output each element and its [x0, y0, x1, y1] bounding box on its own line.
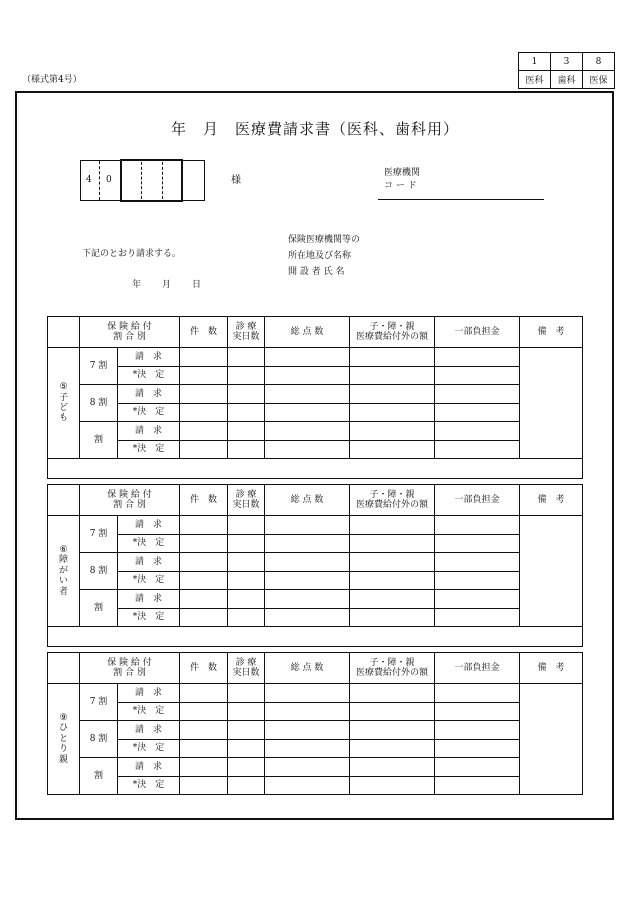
- table-row: [48, 739, 583, 758]
- input-cell[interactable]: [265, 702, 350, 721]
- table-row: [48, 553, 583, 572]
- rate-label: 8 割: [80, 385, 118, 422]
- section-label: ⑨ ひ と り 親: [48, 684, 80, 795]
- input-cell[interactable]: [265, 385, 350, 404]
- input-cell[interactable]: [435, 366, 520, 385]
- request-label: 請 求: [118, 516, 180, 535]
- decision-label: *決 定: [118, 366, 180, 385]
- input-cell[interactable]: [180, 385, 228, 404]
- decision-label: *決 定: [118, 571, 180, 590]
- input-cell[interactable]: [435, 684, 520, 703]
- rate-label: 割: [80, 758, 118, 795]
- input-cell[interactable]: [180, 721, 228, 740]
- header-excluded: 子・障・親 医療費給付外の額: [350, 485, 435, 516]
- request-label: 請 求: [118, 590, 180, 609]
- header-blank: [48, 485, 80, 516]
- input-cell[interactable]: [435, 385, 520, 404]
- institution-code-label: コ ー ド: [384, 181, 417, 191]
- input-cell[interactable]: [180, 553, 228, 572]
- claim-table: [47, 316, 583, 479]
- input-cell[interactable]: [435, 776, 520, 795]
- header-days: 診 療 実日数: [228, 653, 265, 684]
- decision-label: *決 定: [118, 608, 180, 627]
- recipient-code-digit: 0: [106, 175, 112, 185]
- input-cell[interactable]: [180, 758, 228, 777]
- input-cell[interactable]: [265, 571, 350, 590]
- form-number: （様式第4号）: [22, 75, 82, 85]
- date-day-label: 日: [192, 280, 202, 290]
- input-cell[interactable]: [350, 516, 435, 535]
- table-row: [48, 590, 583, 609]
- input-cell[interactable]: [265, 422, 350, 441]
- input-cell[interactable]: [350, 366, 435, 385]
- input-cell[interactable]: [265, 776, 350, 795]
- rate-label: 割: [80, 590, 118, 627]
- input-cell[interactable]: [180, 440, 228, 459]
- input-cell[interactable]: [350, 385, 435, 404]
- input-cell[interactable]: [265, 590, 350, 609]
- input-cell[interactable]: [180, 608, 228, 627]
- input-cell[interactable]: [228, 553, 265, 572]
- table-row: [48, 366, 583, 385]
- input-cell[interactable]: [180, 403, 228, 422]
- input-cell[interactable]: [435, 739, 520, 758]
- input-cell[interactable]: [435, 571, 520, 590]
- request-label: 請 求: [118, 721, 180, 740]
- input-cell[interactable]: [435, 702, 520, 721]
- input-cell[interactable]: [350, 684, 435, 703]
- input-cell[interactable]: [180, 534, 228, 553]
- input-cell[interactable]: [180, 684, 228, 703]
- header-blank: [48, 317, 80, 348]
- input-cell[interactable]: [228, 571, 265, 590]
- input-cell[interactable]: [228, 702, 265, 721]
- input-cell[interactable]: [435, 348, 520, 367]
- input-cell[interactable]: [435, 516, 520, 535]
- claim-table: [47, 652, 583, 795]
- decision-label: *決 定: [118, 776, 180, 795]
- table-row: [48, 516, 583, 535]
- input-cell[interactable]: [228, 348, 265, 367]
- table-row: [48, 385, 583, 404]
- input-cell[interactable]: [435, 534, 520, 553]
- decision-label: *決 定: [118, 534, 180, 553]
- request-statement: 下記のとおり請求する。: [82, 249, 182, 259]
- table-row: [48, 721, 583, 740]
- input-cell[interactable]: [265, 534, 350, 553]
- input-cell[interactable]: [180, 516, 228, 535]
- header-category: 保 険 給 付 割 合 別: [80, 653, 180, 684]
- input-cell[interactable]: [180, 366, 228, 385]
- input-cell[interactable]: [180, 422, 228, 441]
- header-copay: 一部負担金: [435, 485, 520, 516]
- input-cell[interactable]: [228, 385, 265, 404]
- header-category: 保 険 給 付 割 合 別: [80, 485, 180, 516]
- input-cell[interactable]: [180, 739, 228, 758]
- header-points: 総 点 数: [265, 485, 350, 516]
- header-count: 件 数: [180, 653, 228, 684]
- input-cell[interactable]: [350, 534, 435, 553]
- input-cell[interactable]: [180, 571, 228, 590]
- input-cell[interactable]: [228, 366, 265, 385]
- rate-label: 7 割: [80, 348, 118, 385]
- rate-label: 7 割: [80, 516, 118, 553]
- input-cell[interactable]: [435, 590, 520, 609]
- page-title: 年 月 医療費請求書（医科、歯科用）: [170, 120, 459, 138]
- header-remarks: 備 考: [520, 317, 583, 348]
- spacer-row: [48, 627, 583, 647]
- header-copay: 一部負担金: [435, 317, 520, 348]
- code-number: 8: [583, 53, 615, 71]
- input-cell[interactable]: [228, 684, 265, 703]
- request-label: 請 求: [118, 553, 180, 572]
- input-cell[interactable]: [265, 366, 350, 385]
- remarks-cell[interactable]: [520, 684, 583, 795]
- input-cell[interactable]: [228, 403, 265, 422]
- input-cell[interactable]: [350, 571, 435, 590]
- table-row: [48, 684, 583, 703]
- decision-label: *決 定: [118, 440, 180, 459]
- provider-label: 開 設 者 氏 名: [288, 267, 345, 277]
- code-label: 歯科: [551, 71, 583, 89]
- input-cell[interactable]: [350, 553, 435, 572]
- input-cell[interactable]: [265, 739, 350, 758]
- table-row: [48, 758, 583, 777]
- remarks-cell[interactable]: [520, 516, 583, 627]
- spacer-row: [48, 459, 583, 479]
- table-row: [48, 422, 583, 441]
- header-points: 総 点 数: [265, 317, 350, 348]
- section-label: ⑥ 障 が い 者: [48, 516, 80, 627]
- input-cell[interactable]: [228, 590, 265, 609]
- rate-label: 7 割: [80, 684, 118, 721]
- decision-label: *決 定: [118, 739, 180, 758]
- date-month-label: 月: [162, 280, 172, 290]
- header-blank: [48, 653, 80, 684]
- input-cell[interactable]: [350, 739, 435, 758]
- input-cell[interactable]: [435, 553, 520, 572]
- request-label: 請 求: [118, 758, 180, 777]
- table-row: [48, 608, 583, 627]
- input-cell[interactable]: [350, 721, 435, 740]
- header-excluded: 子・障・親 医療費給付外の額: [350, 317, 435, 348]
- header-excluded: 子・障・親 医療費給付外の額: [350, 653, 435, 684]
- input-cell[interactable]: [265, 348, 350, 367]
- input-cell[interactable]: [350, 590, 435, 609]
- rate-label: 8 割: [80, 721, 118, 758]
- code-table: [518, 52, 615, 89]
- header-days: 診 療 実日数: [228, 317, 265, 348]
- input-cell[interactable]: [350, 702, 435, 721]
- rate-label: 割: [80, 422, 118, 459]
- input-cell[interactable]: [265, 516, 350, 535]
- code-number: 1: [519, 53, 551, 71]
- input-cell[interactable]: [350, 608, 435, 627]
- input-cell[interactable]: [265, 403, 350, 422]
- decision-label: *決 定: [118, 403, 180, 422]
- table-row: [48, 571, 583, 590]
- code-label: 医保: [583, 71, 615, 89]
- input-cell[interactable]: [435, 403, 520, 422]
- request-label: 請 求: [118, 684, 180, 703]
- date-year-label: 年: [132, 280, 142, 290]
- input-cell[interactable]: [265, 553, 350, 572]
- code-number: 3: [551, 53, 583, 71]
- header-remarks: 備 考: [520, 653, 583, 684]
- input-cell[interactable]: [265, 684, 350, 703]
- institution-code-label: 医療機関: [384, 168, 421, 178]
- table-row: [48, 534, 583, 553]
- header-copay: 一部負担金: [435, 653, 520, 684]
- request-label: 請 求: [118, 348, 180, 367]
- header-points: 総 点 数: [265, 653, 350, 684]
- institution-code-line: [378, 199, 544, 200]
- header-count: 件 数: [180, 485, 228, 516]
- table-row: [48, 440, 583, 459]
- decision-label: *決 定: [118, 702, 180, 721]
- input-cell[interactable]: [180, 590, 228, 609]
- input-cell[interactable]: [435, 422, 520, 441]
- input-cell[interactable]: [350, 440, 435, 459]
- input-cell[interactable]: [435, 758, 520, 777]
- input-cell[interactable]: [435, 608, 520, 627]
- code-label: 医科: [519, 71, 551, 89]
- input-cell[interactable]: [228, 739, 265, 758]
- input-cell[interactable]: [228, 516, 265, 535]
- input-cell[interactable]: [228, 422, 265, 441]
- table-row: [48, 776, 583, 795]
- request-label: 請 求: [118, 422, 180, 441]
- header-days: 診 療 実日数: [228, 485, 265, 516]
- header-count: 件 数: [180, 317, 228, 348]
- honorific: 様: [231, 175, 241, 186]
- input-cell[interactable]: [180, 702, 228, 721]
- table-row: [48, 702, 583, 721]
- header-category: 保 険 給 付 割 合 別: [80, 317, 180, 348]
- rate-label: 8 割: [80, 553, 118, 590]
- input-cell[interactable]: [180, 348, 228, 367]
- provider-label: 所在地及び名称: [288, 251, 352, 261]
- input-cell[interactable]: [265, 608, 350, 627]
- claim-table: [47, 484, 583, 647]
- input-cell[interactable]: [228, 608, 265, 627]
- input-cell[interactable]: [350, 758, 435, 777]
- provider-label: 保険医療機関等の: [288, 235, 361, 245]
- input-cell[interactable]: [265, 440, 350, 459]
- input-cell[interactable]: [350, 422, 435, 441]
- table-row: [48, 348, 583, 367]
- request-label: 請 求: [118, 385, 180, 404]
- header-remarks: 備 考: [520, 485, 583, 516]
- input-cell[interactable]: [435, 440, 520, 459]
- input-cell[interactable]: [265, 758, 350, 777]
- input-cell[interactable]: [265, 721, 350, 740]
- recipient-code-input[interactable]: [120, 159, 183, 202]
- recipient-code-digit: 4: [86, 175, 92, 185]
- input-cell[interactable]: [228, 440, 265, 459]
- input-cell[interactable]: [350, 348, 435, 367]
- section-label: ⑤ 子 ど も: [48, 348, 80, 459]
- remarks-cell[interactable]: [520, 348, 583, 459]
- input-cell[interactable]: [228, 534, 265, 553]
- input-cell[interactable]: [350, 776, 435, 795]
- input-cell[interactable]: [350, 403, 435, 422]
- input-cell[interactable]: [228, 758, 265, 777]
- table-row: [48, 403, 583, 422]
- input-cell[interactable]: [228, 721, 265, 740]
- input-cell[interactable]: [435, 721, 520, 740]
- input-cell[interactable]: [180, 776, 228, 795]
- input-cell[interactable]: [228, 776, 265, 795]
